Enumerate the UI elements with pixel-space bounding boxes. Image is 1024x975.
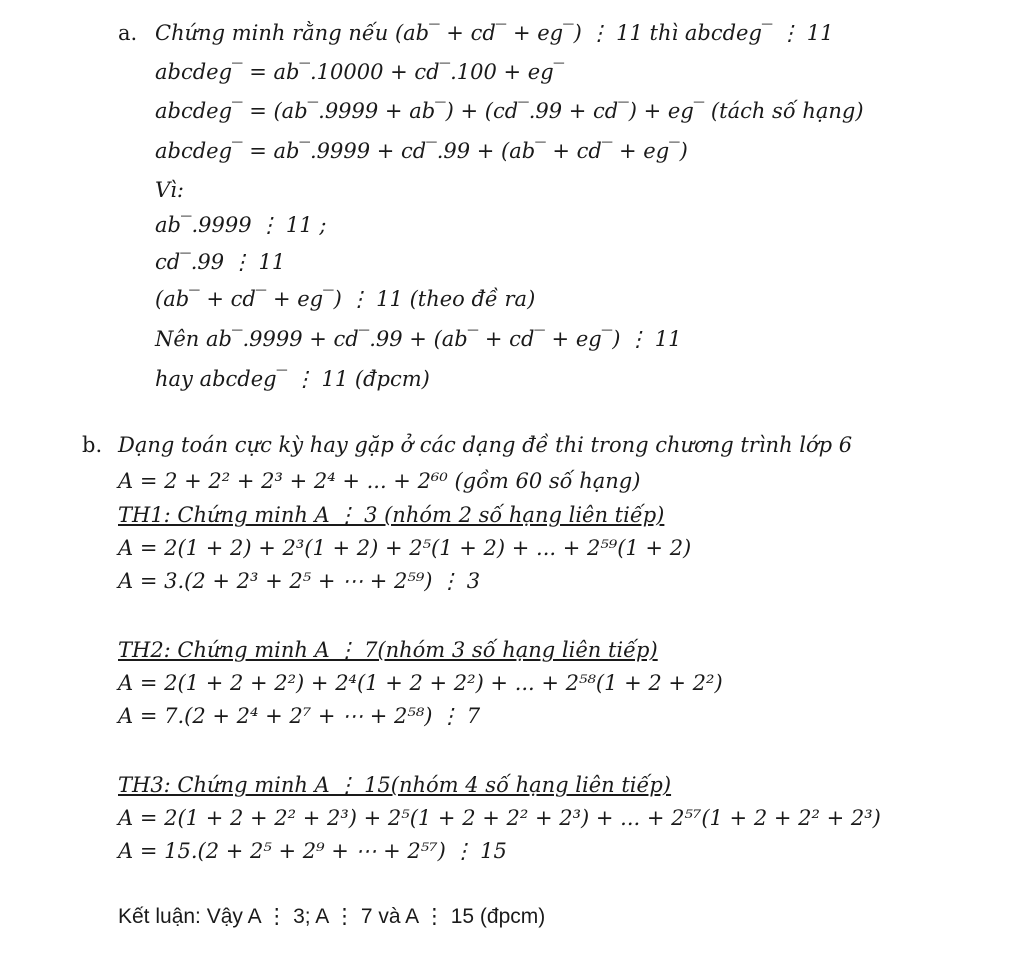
part-b-intro: Dạng toán cực kỳ hay gặp ở các dạng đề thi trong chương trình lớp 6	[118, 433, 853, 457]
case-1-line-1: A = 2(1 + 2) + 2³(1 + 2) + 2⁵(1 + 2) + ... + 2⁵⁹(1 + 2)	[118, 536, 692, 560]
case-1-line-2: A = 3.(2 + 2³ + 2⁵ + ⋯ + 2⁵⁹) ⋮ 3	[118, 569, 481, 593]
case-2-line-1: A = 2(1 + 2 + 2²) + 2⁴(1 + 2 + 2²) + ... + 2⁵⁸(1 + 2 + 2²)	[118, 671, 723, 695]
part-a-because: Vì:	[155, 178, 184, 202]
case-2-line-2: A = 7.(2 + 2⁴ + 2⁷ + ⋯ + 2⁵⁸) ⋮ 7	[118, 704, 481, 728]
part-a-line-9: Nên ab‾.9999 + cd‾.99 + (ab‾ + cd‾ + eg‾) ⋮ 11	[155, 327, 682, 351]
case-2-heading: TH2: Chứng minh A ⋮ 7(nhóm 3 số hạng liên tiếp)	[118, 638, 658, 662]
case-3-heading: TH3: Chứng minh A ⋮ 15(nhóm 4 số hạng liên tiếp)	[118, 773, 672, 797]
case-3-line-2: A = 15.(2 + 2⁵ + 2⁹ + ⋯ + 2⁵⁷) ⋮ 15	[118, 839, 507, 863]
part-b-expression: A = 2 + 2² + 2³ + 2⁴ + ... + 2⁶⁰ (gồm 60 số hạng)	[118, 469, 641, 493]
part-a-marker: a.	[118, 21, 138, 45]
case-3-line-1: A = 2(1 + 2 + 2² + 2³) + 2⁵(1 + 2 + 2² + 2³) + ... + 2⁵⁷(1 + 2 + 2² + 2³)	[118, 806, 881, 830]
part-b-marker: b.	[82, 433, 103, 457]
part-a-line-4: abcdeg‾ = ab‾.9999 + cd‾.99 + (ab‾ + cd‾ + eg‾)	[155, 139, 688, 163]
case-1-heading: TH1: Chứng minh A ⋮ 3 (nhóm 2 số hạng liên tiếp)	[118, 503, 665, 527]
part-a-line-2: abcdeg‾ = ab‾.10000 + cd‾.100 + eg‾	[155, 60, 565, 84]
final-conclusion: Kết luận: Vậy A ⋮ 3; A ⋮ 7 và A ⋮ 15 (đpcm)	[118, 905, 546, 928]
part-a-line-7: cd‾.99 ⋮ 11	[155, 250, 286, 274]
part-a-line-8: (ab‾ + cd‾ + eg‾) ⋮ 11 (theo đề ra)	[155, 287, 536, 311]
part-a-line-6: ab‾.9999 ⋮ 11 ;	[155, 213, 327, 237]
part-a-line-3: abcdeg‾ = (ab‾.9999 + ab‾) + (cd‾.99 + cd‾) + eg‾ (tách số hạng)	[155, 99, 864, 123]
part-a-problem-statement: Chứng minh rằng nếu (ab‾ + cd‾ + eg‾) ⋮ 11 thì abcdeg‾ ⋮ 11	[155, 21, 834, 45]
part-a-conclusion: hay abcdeg‾ ⋮ 11 (đpcm)	[155, 367, 430, 391]
